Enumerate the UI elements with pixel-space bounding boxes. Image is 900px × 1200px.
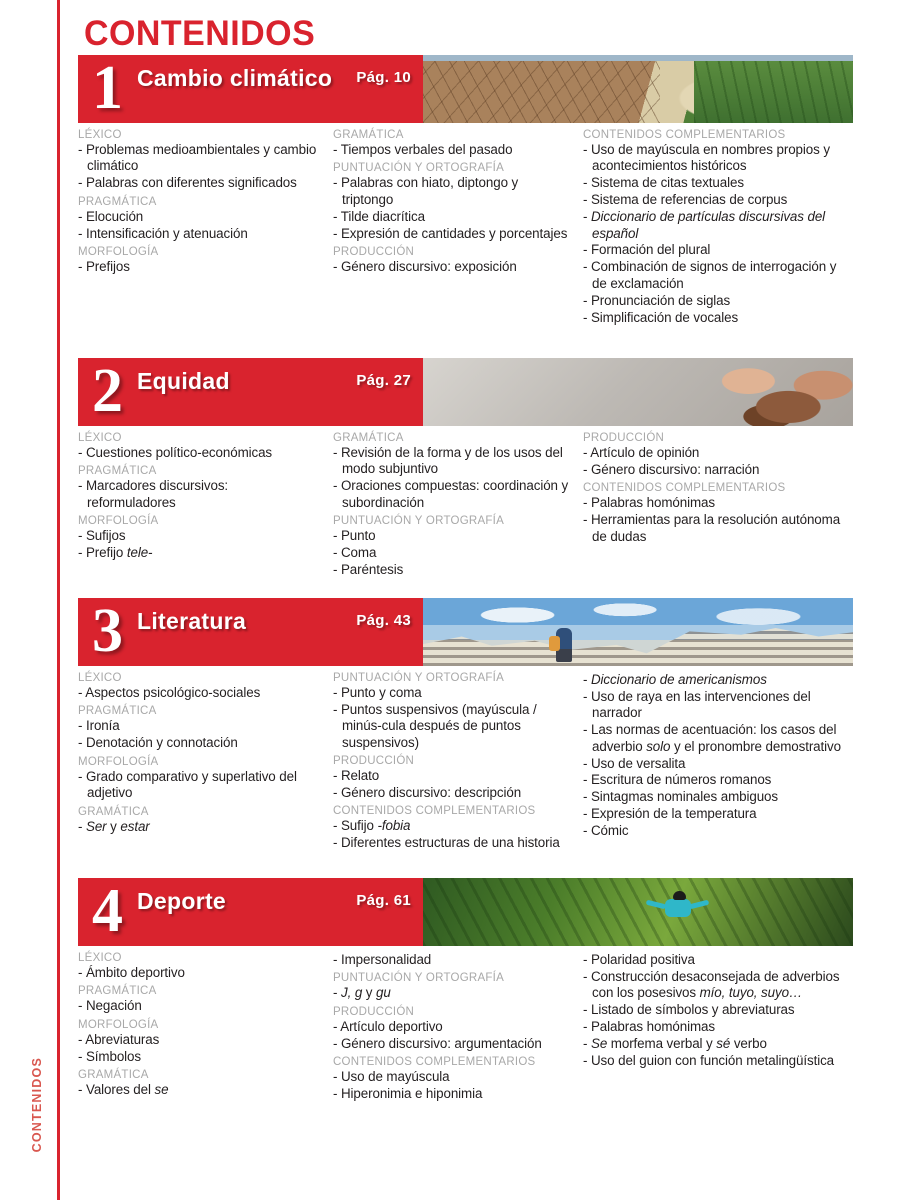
content-item: - Sistema de citas textuales — [583, 175, 744, 191]
content-item: - Uso de mayúscula — [333, 1069, 450, 1085]
content-category-label: PRAGMÁTICA — [78, 195, 157, 208]
side-tab-contenidos: CONTENIDOS — [30, 1056, 44, 1152]
content-item: - Grado comparativo y superlativo del adjetivo — [78, 768, 297, 801]
content-item: - Aspectos psicológico-sociales — [78, 685, 261, 700]
content-item: - Punto — [333, 528, 376, 544]
content-item: - Expresión de cantidades y porcentajes — [333, 225, 568, 241]
content-item: - Intensificación y atenuación — [78, 225, 248, 241]
content-category-label: CONTENIDOS COMPLEMENTARIOS — [583, 482, 786, 495]
content-item: - Palabras con hiato, diptongo y triptongo — [333, 175, 519, 207]
content-item: - Construcción desaconsejada de adverbios con los posesivos mío, tuyo, suyo… — [583, 968, 840, 1001]
unit-header-texts — [121, 598, 423, 635]
content-item: - Negación — [78, 998, 142, 1014]
content-category-label: PUNTUACIÓN Y ORTOGRAFÍA — [333, 515, 505, 528]
content-item: - Diccionario de partículas discursivas del español — [583, 209, 826, 241]
content-item: - Escritura de números romanos — [583, 772, 772, 788]
content-item: - Palabras con diferentes significados — [78, 175, 297, 191]
content-category-label: MORFOLOGÍA — [78, 515, 159, 528]
content-item: - Género discursivo: narración — [583, 461, 760, 477]
content-item: - Ironía — [78, 718, 120, 734]
content-item: - Palabras homónimas — [583, 1019, 715, 1035]
content-item: - Cómic — [583, 823, 629, 839]
unit-title: Literatura — [137, 608, 247, 634]
content-item: - Sistema de referencias de corpus — [583, 192, 788, 208]
content-item: - Abreviaturas — [78, 1031, 160, 1047]
unit-page-reference: Pág. 61 — [356, 892, 411, 909]
content-column — [78, 129, 333, 326]
unit-header — [78, 598, 853, 666]
content-item: - Tiempos verbales del pasado — [333, 142, 513, 157]
content-category-label: PRAGMÁTICA — [78, 465, 157, 478]
unit-block — [78, 598, 853, 852]
unit-page-reference: Pág. 43 — [356, 612, 411, 629]
content-item: - Uso de versalita — [583, 755, 686, 771]
content-category-label: CONTENIDOS COMPLEMENTARIOS — [333, 805, 536, 818]
content-category-label: GRAMÁTICA — [333, 432, 404, 444]
unit-header-texts — [121, 878, 423, 915]
content-category-label: PUNTUACIÓN Y ORTOGRAFÍA — [333, 672, 505, 684]
content-category-label: PUNTUACIÓN Y ORTOGRAFÍA — [333, 162, 505, 175]
content-item: - Hiperonimia e hiponimia — [333, 1086, 483, 1102]
content-item: - Ámbito deportivo — [78, 965, 185, 980]
content-category-label: GRAMÁTICA — [333, 129, 404, 141]
content-item: - Artículo de opinión — [583, 445, 700, 460]
content-category-label: PRODUCCIÓN — [333, 246, 415, 259]
content-item: - Impersonalidad — [333, 952, 432, 967]
content-item: - J, g y gu — [333, 985, 391, 1001]
content-column — [78, 672, 333, 852]
content-item: - Palabras homónimas — [583, 495, 715, 511]
content-category-label: LÉXICO — [78, 129, 122, 141]
content-item: - Diferentes estructuras de una historia — [333, 835, 560, 851]
content-item: - Polaridad positiva — [583, 952, 695, 967]
content-category-label: LÉXICO — [78, 672, 122, 684]
unit-header-banner — [78, 55, 423, 123]
content-item: - Uso del guion con función metalingüística — [583, 1052, 835, 1068]
unit-header-texts — [121, 358, 423, 395]
unit-header-banner — [78, 878, 423, 946]
content-item: - Simplificación de vocales — [583, 309, 739, 325]
content-item: - Problemas medioambientales y cambio climático — [78, 142, 317, 174]
unit-header-photo — [423, 55, 853, 123]
unit-header-photo — [423, 358, 853, 426]
unit-block — [78, 878, 853, 1103]
unit-title: Equidad — [137, 368, 230, 394]
unit-title: Deporte — [137, 888, 227, 914]
content-item: - Se morfema verbal y sé verbo — [583, 1036, 767, 1052]
content-item: - Marcadores discursivos: reformuladores — [78, 478, 229, 510]
content-column — [333, 952, 583, 1103]
content-column — [333, 432, 583, 579]
unit-header — [78, 55, 853, 123]
content-column — [78, 432, 333, 579]
unit-page-reference: Pág. 10 — [356, 69, 411, 86]
content-item: - Coma — [333, 545, 377, 561]
content-column — [583, 952, 853, 1103]
content-category-label: MORFOLOGÍA — [78, 246, 159, 259]
content-category-label: PRODUCCIÓN — [333, 1005, 415, 1018]
page-title: CONTENIDOS — [84, 14, 316, 53]
content-item: - Valores del se — [78, 1082, 169, 1098]
content-item: - Artículo deportivo — [333, 1018, 443, 1034]
unit-header-photo — [423, 878, 853, 946]
content-item: - Cuestiones político-económicas — [78, 445, 273, 460]
content-column — [78, 952, 333, 1103]
unit-columns — [78, 123, 853, 326]
unit-number: 1 — [92, 55, 121, 122]
unit-columns — [78, 666, 853, 852]
unit-title: Cambio climático — [137, 65, 333, 91]
content-item: - Listado de símbolos y abreviaturas — [583, 1002, 795, 1018]
content-item: - Uso de raya en las intervenciones del narrador — [583, 688, 811, 721]
unit-number: 2 — [92, 358, 121, 425]
content-category-label: GRAMÁTICA — [78, 1069, 149, 1082]
content-item: - Combinación de signos de interrogación y de exclamación — [583, 259, 837, 291]
content-category-label: GRAMÁTICA — [78, 805, 149, 818]
content-item: - Símbolos — [78, 1048, 141, 1064]
content-item: - Elocución — [78, 208, 144, 224]
content-item: - Relato — [333, 768, 380, 784]
content-item: - Tilde diacrítica — [333, 208, 425, 224]
content-category-label: PUNTUACIÓN Y ORTOGRAFÍA — [333, 972, 505, 985]
unit-block — [78, 358, 853, 579]
unit-columns — [78, 426, 853, 579]
unit-header-banner — [78, 598, 423, 666]
unit-columns — [78, 946, 853, 1103]
content-category-label: PRAGMÁTICA — [78, 985, 157, 998]
unit-header — [78, 358, 853, 426]
content-item: - Género discursivo: exposición — [333, 259, 517, 275]
content-category-label: PRAGMÁTICA — [78, 705, 157, 718]
content-category-label: MORFOLOGÍA — [78, 1018, 159, 1031]
content-category-label: PRODUCCIÓN — [333, 755, 415, 768]
content-item: - Sufijo -fobia — [333, 818, 411, 834]
content-item: - Formación del plural — [583, 242, 711, 258]
content-item: - Prefijo tele- — [78, 545, 153, 561]
content-item: - Punto y coma — [333, 685, 422, 700]
unit-number: 4 — [92, 878, 121, 945]
content-item: - Puntos suspensivos (mayúscula / minús-cula después de puntos suspensivos) — [333, 701, 537, 750]
content-item: - Pronunciación de siglas — [583, 292, 731, 308]
content-item: - Uso de mayúscula en nombres propios y acontecimientos históricos — [583, 142, 830, 174]
unit-header-banner — [78, 358, 423, 426]
content-item: - Ser y estar — [78, 818, 150, 834]
content-item: - Prefijos — [78, 259, 130, 275]
content-column — [583, 129, 853, 326]
unit-number: 3 — [92, 598, 121, 665]
content-column — [583, 432, 853, 579]
content-item: - Denotación y connotación — [78, 735, 238, 751]
content-column — [333, 129, 583, 326]
content-category-label: MORFOLOGÍA — [78, 755, 159, 768]
unit-header-photo — [423, 598, 853, 666]
content-category-label: CONTENIDOS COMPLEMENTARIOS — [333, 1056, 536, 1069]
content-category-label: PRODUCCIÓN — [583, 432, 665, 444]
content-category-label: LÉXICO — [78, 952, 122, 964]
content-item: - Sufijos — [78, 528, 126, 544]
content-item: - Sintagmas nominales ambiguos — [583, 789, 778, 805]
unit-header — [78, 878, 853, 946]
unit-block — [78, 55, 853, 326]
content-item: - Revisión de la forma y de los usos del modo subjuntivo — [333, 445, 563, 477]
content-item: - Expresión de la temperatura — [583, 806, 757, 822]
content-category-label: LÉXICO — [78, 432, 122, 444]
content-item: - Diccionario de americanismos — [583, 672, 767, 687]
content-column — [583, 672, 853, 852]
content-item: - Género discursivo: descripción — [333, 785, 522, 801]
content-item: - Paréntesis — [333, 561, 404, 577]
content-category-label: CONTENIDOS COMPLEMENTARIOS — [583, 129, 786, 141]
content-item: - Las normas de acentuación: los casos del adverbio solo y el pronombre demostrativo — [583, 722, 841, 754]
content-item: - Herramientas para la resolución autónoma de dudas — [583, 512, 841, 544]
unit-page-reference: Pág. 27 — [356, 372, 411, 389]
unit-header-texts — [121, 55, 423, 92]
content-item: - Oraciones compuestas: coordinación y subordinación — [333, 478, 569, 510]
content-column — [333, 672, 583, 852]
content-item: - Género discursivo: argumentación — [333, 1035, 542, 1051]
